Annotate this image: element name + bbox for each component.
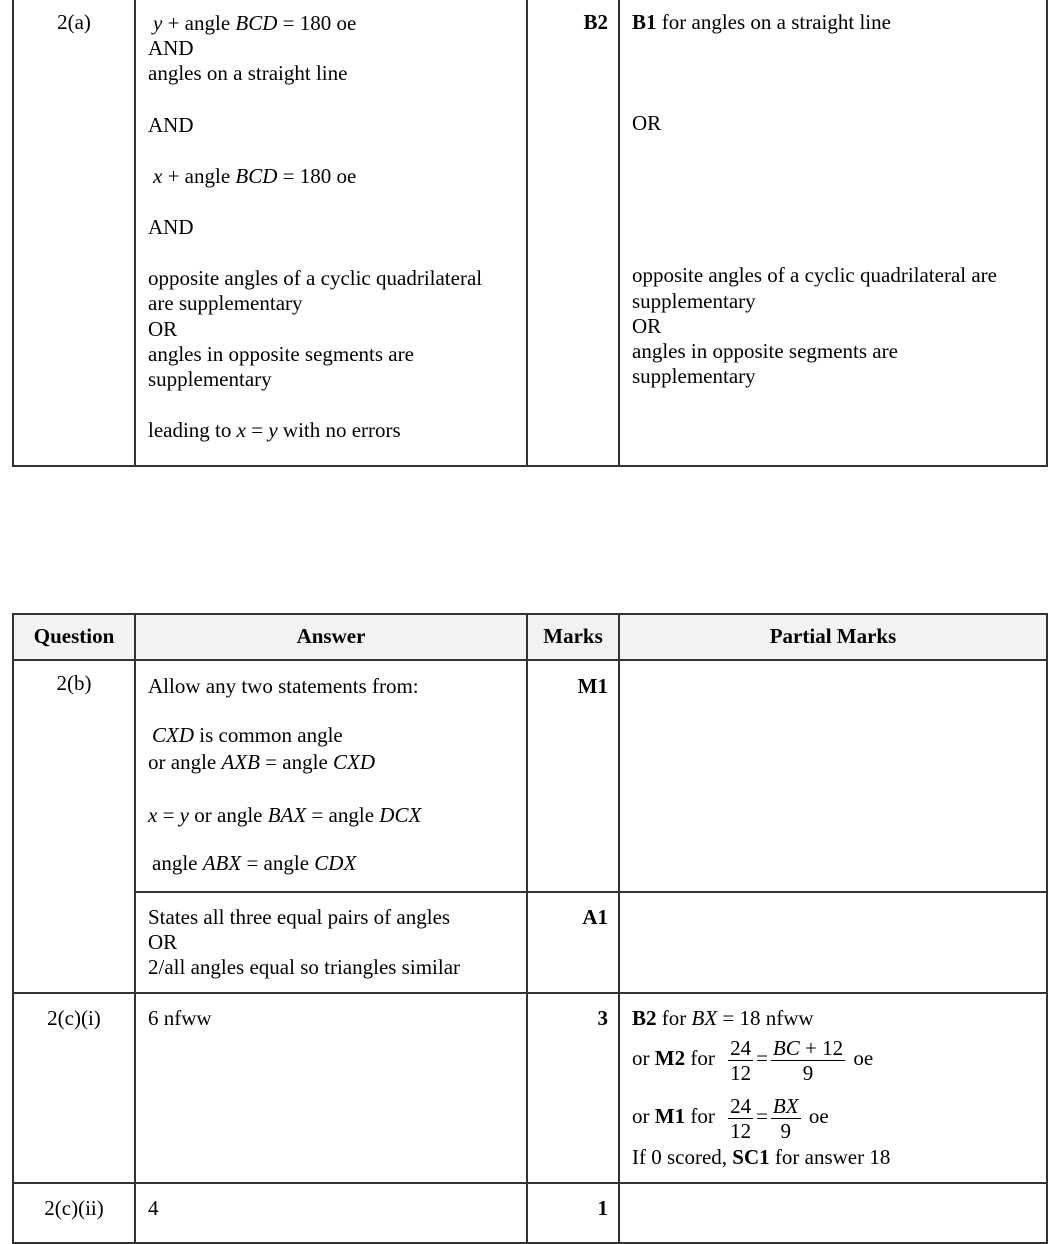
header-question: Question <box>13 614 135 660</box>
answer-line: AND <box>148 112 194 137</box>
question-cell <box>13 993 135 1183</box>
answer-line: 2/all angles equal so triangles similar <box>148 955 461 980</box>
partial-marks-cell <box>619 1183 1047 1243</box>
answer-value: 6 nfww <box>148 1006 212 1030</box>
marks-value: B2 <box>583 10 608 34</box>
question-label: 2(c)(ii) <box>44 1196 104 1220</box>
question-cell <box>13 660 135 993</box>
answer-line: are supplementary <box>148 291 303 316</box>
partial-line: opposite angles of a cyclic quadrilateral are <box>632 263 997 288</box>
marks-value: 3 <box>597 1006 608 1030</box>
marks-cell <box>527 993 619 1183</box>
question-label: 2(c)(i) <box>47 1006 101 1030</box>
answer-line: AND <box>148 214 194 239</box>
table-header-row <box>13 614 1047 660</box>
marks-cell <box>527 892 619 993</box>
answer-line: OR <box>148 930 178 955</box>
marks-cell <box>527 1183 619 1243</box>
answer-line: AND <box>148 36 194 61</box>
answer-line: angles on a straight line <box>148 61 348 86</box>
partial-marks-cell <box>619 993 1047 1183</box>
marks-value: A1 <box>582 905 608 929</box>
header-answer: Answer <box>135 614 527 660</box>
table-row <box>13 1183 1047 1243</box>
mark-scheme-table-top <box>12 0 1048 467</box>
partial-line: supplementary <box>632 364 756 389</box>
partial-line: B1 for angles on a straight line <box>632 10 891 34</box>
table-row <box>13 660 1047 892</box>
partial-line: OR <box>632 313 662 338</box>
answer-line: Allow any two statements from: <box>148 674 419 698</box>
partial-line: angles in opposite segments are <box>632 338 898 363</box>
marks-value: 1 <box>597 1196 608 1220</box>
question-label: 2(a) <box>57 10 91 34</box>
table-row <box>13 993 1047 1183</box>
answer-line: or angle AXB = angle CXD <box>148 750 376 775</box>
fraction: $\frac{24}{12}$ <box>730 1093 752 1143</box>
answer-line: CXD is common angle <box>152 723 343 748</box>
mark-scheme-table <box>12 613 1048 1244</box>
answer-line: angle ABX = angle CDX <box>152 850 357 875</box>
answer-line: x = y or angle BAX = angle DCX <box>148 802 422 827</box>
answer-line: x + angle BCD = 180 oe <box>153 163 357 188</box>
answer-line: angles in opposite segments are <box>148 341 414 366</box>
answer-cell <box>135 1183 527 1243</box>
answer-line: OR <box>148 316 178 341</box>
answer-cell <box>135 0 527 466</box>
partial-line: OR <box>632 111 662 136</box>
partial-line: supplementary <box>632 288 756 313</box>
question-label: 2(b) <box>56 671 92 695</box>
partial-marks-cell <box>619 892 1047 993</box>
marks-cell <box>527 660 619 892</box>
header-marks: Marks <box>527 614 619 660</box>
fraction: $\frac{24}{12}$ <box>730 1035 752 1085</box>
partial-line: or M1 for $\frac{24}{12}$ = $\frac{BX}{9}$ oe <box>632 1093 829 1143</box>
table-row <box>13 892 1047 993</box>
question-cell <box>13 1183 135 1243</box>
answer-cell <box>135 993 527 1183</box>
marks-cell <box>527 0 619 466</box>
answer-line: y + angle BCD = 180 oe <box>153 11 357 35</box>
answer-line: opposite angles of a cyclic quadrilateral <box>148 266 483 291</box>
partial-line: If 0 scored, SC1 for answer 18 <box>632 1145 891 1170</box>
answer-cell <box>135 660 527 892</box>
answer-line: leading to x = y with no errors <box>148 418 401 443</box>
answer-line: supplementary <box>148 366 272 391</box>
partial-marks-cell <box>619 0 1047 466</box>
partial-line: or M2 for $\frac{24}{12}$ = $\frac{BC + 12}{9}$ oe <box>632 1035 874 1085</box>
marks-value: M1 <box>577 674 608 698</box>
answer-value: 4 <box>148 1196 159 1220</box>
table-row <box>13 0 1047 466</box>
header-partial-marks: Partial Marks <box>619 614 1047 660</box>
answer-line: States all three equal pairs of angles <box>148 905 451 929</box>
answer-cell <box>135 892 527 993</box>
partial-marks-cell <box>619 660 1047 892</box>
partial-line: B2 for BX = 18 nfww <box>632 1006 814 1030</box>
question-cell <box>13 0 135 466</box>
fraction: $\frac{BC + 12}{9}$ <box>772 1035 844 1085</box>
fraction: $\frac{BX}{9}$ <box>772 1093 799 1143</box>
